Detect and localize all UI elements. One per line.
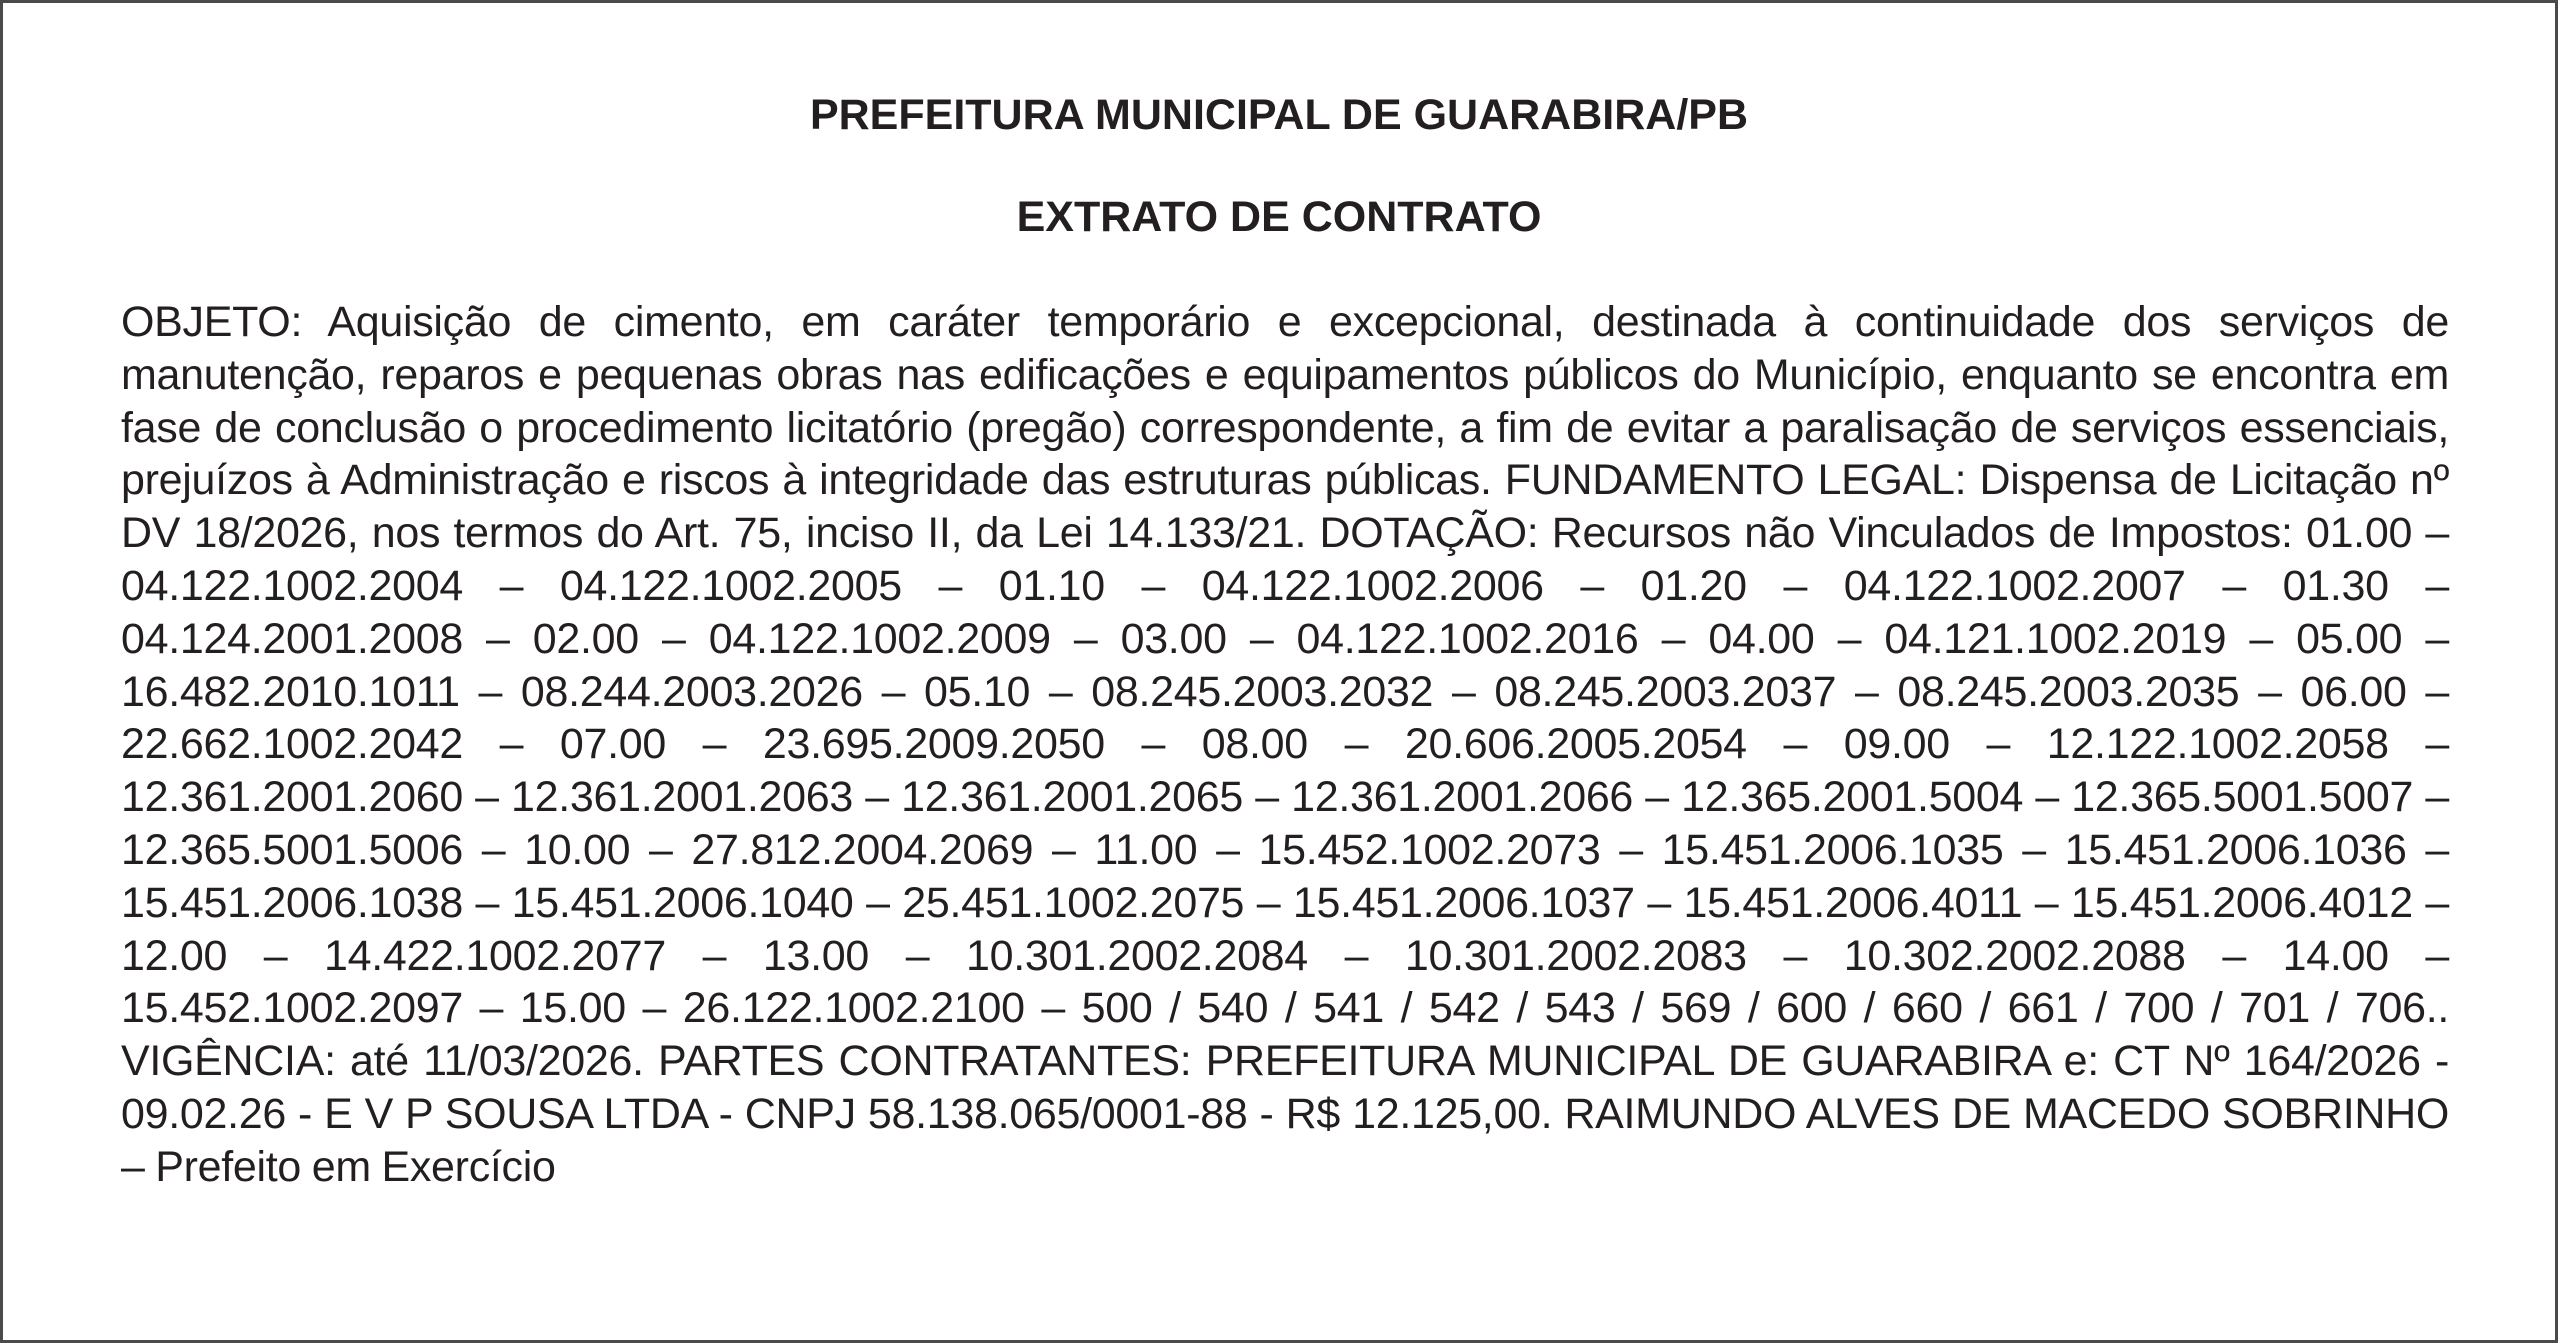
document-body: OBJETO: Aquisição de cimento, em caráter temporário e excepcional, destinada à continuidade dos serviços de manutenção, reparos e pequenas obras nas edificações e equipamentos públicos do Município, enquanto se encontra em fase de conclusão o procedimento licitatório (pregão) correspondente, a fim de evitar a paralisação de serviços essenciais, prejuízos à Administração e riscos à integridade das estruturas públicas. FUNDAMENTO LEGAL: Dispensa de Licitação nº DV 18/2026, nos termos do Art. 75, inciso II, da Lei 14.133/21. DOTAÇÃO: Recursos não Vinculados de Impostos: 01.00 – 04.122.1002.2004 – 04.122.1002.2005 – 01.10 – 04.122.1002.2006 – 01.20 – 04.122.1002.2007 – 01.30 – 04.124.2001.2008 – 02.00 – 04.122.1002.2009 – 03.00 – 04.122.1002.2016 – 04.00 – 04.121.1002.2019 – 05.00 – 16.482.2010.1011 – 08.244.2003.2026 – 05.10 – 08.245.2003.2032 – 08.245.2003.2037 – 08.245.2003.2035 – 06.00 – 22.662.1002.2042 – 07.00 – 23.695.2009.2050 – 08.00 – 20.606.2005.2054 – 09.00 – 12.122.1002.2058 – 12.361.2001.2060 – 12.361.2001.2063 – 12.361.2001.2065 – 12.361.2001.2066 – 12.365.2001.5004 – 12.365.5001.5007 – 12.365.5001.5006 – 10.00 – 27.812.2004.2069 – 11.00 – 15.452.1002.2073 – 15.451.2006.1035 – 15.451.2006.1036 – 15.451.2006.1038 – 15.451.2006.1040 – 25.451.1002.2075 – 15.451.2006.1037 – 15.451.2006.4011 – 15.451.2006.4012 – 12.00 – 14.422.1002.2077 – 13.00 – 10.301.2002.2084 – 10.301.2002.2083 – 10.302.2002.2088 – 14.00 – 15.452.1002.2097 – 15.00 – 26.122.1002.2100 – 500 / 540 / 541 / 542 / 543 / 569 / 600 / 660 / 661 / 700 / 701 / 706.. VIGÊNCIA: até 11/03/2026. PARTES CONTRATANTES: PREFEITURA MUNICIPAL DE GUARABIRA e: CT Nº 164/2026 - 09.02.26 - E V P SOUSA LTDA - CNPJ 58.138.065/0001-88 - R$ 12.125,00. RAIMUNDO ALVES DE MACEDO SOBRINHO – Prefeito em Exercício (121, 298, 2449, 1191)
document-heading: PREFEITURA MUNICIPAL DE GUARABIRA/PB (809, 91, 1749, 139)
document-subheading: EXTRATO DE CONTRATO (1016, 193, 1542, 241)
